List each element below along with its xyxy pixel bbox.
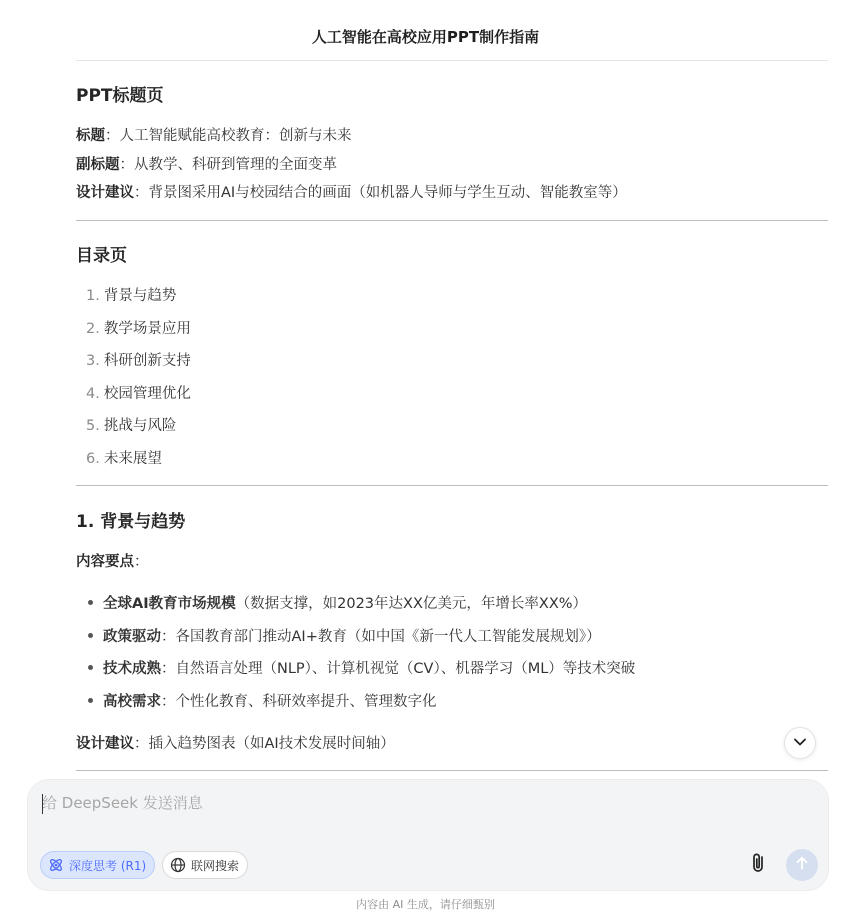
toc-number: 3. [86,353,100,369]
section-divider [76,485,828,486]
section-heading-background: 1. 背景与趋势 [76,512,186,532]
title-line [76,124,352,145]
message-composer [27,779,829,891]
toc-number: 1. [86,288,100,304]
bullet-text: （数据支撑，如2023年达XX亿美元，年增长率XX%） [235,596,588,612]
bullet-text: ：自然语言处理（NLP）、计算机视觉（CV）、机器学习（ML）等技术突破 [161,661,636,677]
attach-file-button[interactable] [746,852,772,878]
subtitle-label: 副标题 [76,157,120,173]
toc-label: 教学场景应用 [103,321,191,337]
chevron-down-icon [793,734,807,753]
bullet-text: ：个性化教育、科研效率提升、管理数字化 [161,694,437,710]
section-divider [76,770,828,771]
points-suffix: ： [134,554,149,570]
toc-number: 2. [86,321,100,337]
toc-item [86,382,191,403]
list-item [88,625,601,646]
toc-label: 校园管理优化 [103,386,191,402]
section-divider [76,220,828,221]
ai-disclaimer: 内容由 AI 生成，请仔细甄别 [356,898,495,911]
toc-label: 挑战与风险 [103,418,177,434]
bullet-dot [88,633,93,638]
atom-icon [47,856,65,874]
deep-think-label: 深度思考 (R1) [69,858,147,873]
bullet-bold: 高校需求 [103,694,161,710]
arrow-up-icon [794,855,810,875]
scroll-to-bottom-button[interactable] [784,727,816,759]
toc-number: 6. [86,451,100,467]
toc-item [86,447,162,468]
bullet-bold: 技术成熟 [103,661,161,677]
toc-number: 4. [86,386,100,402]
bullet-text: ：各国教育部门推动AI+教育（如中国《新一代人工智能发展规划》） [161,629,601,645]
subtitle-value: ：从教学、科研到管理的全面变革 [119,157,337,173]
bullet-bold: 政策驱动 [103,629,161,645]
points-label: 内容要点 [76,554,134,570]
title-divider [76,60,828,61]
toc-item [86,414,176,435]
toc-item [86,349,191,370]
design-label: 设计建议 [76,736,134,752]
list-item [88,657,635,678]
text-caret [42,794,43,814]
design-suggestion-line [76,732,395,753]
list-item [88,592,587,613]
toc-item [86,284,176,305]
toc-label: 背景与趋势 [103,288,177,304]
design-value: ：插入趋势图表（如AI技术发展时间轴） [134,736,395,752]
points-label-line [76,550,149,571]
message-input[interactable] [42,794,742,812]
design-suggestion-line [76,181,627,202]
web-search-label: 联网搜索 [191,858,240,873]
page-title: 人工智能在高校应用PPT制作指南 [311,28,540,46]
toc-item [86,317,191,338]
section-heading-title-page: PPT标题页 [76,86,164,106]
title-value: ：人工智能赋能高校教育：创新与未来 [105,128,352,144]
section-heading-toc: 目录页 [76,246,127,266]
toc-label: 未来展望 [103,451,162,467]
bullet-dot [88,665,93,670]
send-button[interactable] [786,849,818,881]
bullet-bold: 全球AI教育市场规模 [103,596,236,612]
globe-icon [169,856,187,874]
title-label: 标题 [76,128,105,144]
web-search-toggle[interactable] [162,851,248,879]
toc-label: 科研创新支持 [103,353,191,369]
list-item [88,690,437,711]
subtitle-line [76,153,337,174]
paperclip-icon [749,852,769,878]
bullet-dot [88,698,93,703]
design-value: ：背景图采用AI与校园结合的画面（如机器人导师与学生互动、智能教室等） [134,185,627,201]
design-label: 设计建议 [76,185,134,201]
deep-think-toggle[interactable] [40,851,155,879]
toc-number: 5. [86,418,100,434]
bullet-dot [88,600,93,605]
